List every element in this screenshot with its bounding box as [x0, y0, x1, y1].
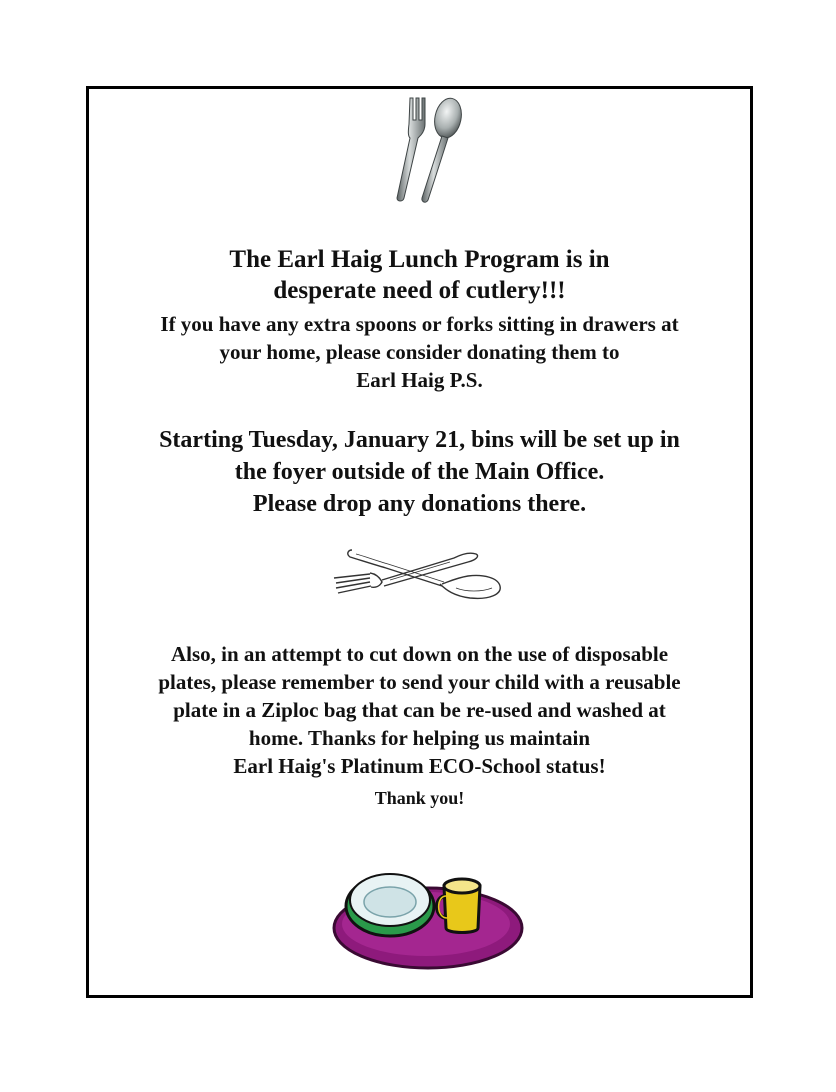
- plates-line-4: home. Thanks for helping us maintain: [248, 726, 591, 750]
- plate: [346, 874, 434, 936]
- thank-you: [86, 786, 753, 810]
- closing-text: Thank you!: [374, 788, 465, 808]
- donation-request: [86, 310, 753, 394]
- plates-reminder: [86, 640, 753, 780]
- plates-line-1: Also, in an attempt to cut down on the use of disposable: [170, 642, 669, 666]
- dropoff-line-1: Starting Tuesday, January 21, bins will be set up in: [159, 427, 680, 453]
- crossed-fork-spoon-icon: [330, 544, 510, 610]
- dropoff-info: [86, 424, 753, 520]
- request-line-3: Earl Haig P.S.: [356, 368, 483, 392]
- dropoff-line-3: Please drop any donations there.: [252, 491, 587, 517]
- request-line-2: your home, please consider donating them to: [219, 340, 620, 364]
- fork-spoon-icon: [364, 94, 476, 206]
- request-line-1: If you have any extra spoons or forks sitting in drawers at: [160, 312, 679, 336]
- headline: [86, 244, 753, 306]
- headline-line-2: desperate need of cutlery!!!: [273, 277, 566, 304]
- dropoff-line-2: the foyer outside of the Main Office.: [234, 459, 605, 485]
- fork-shape: [397, 98, 425, 201]
- spoon-shape: [422, 96, 465, 202]
- headline-line-1: The Earl Haig Lunch Program is in: [229, 246, 610, 273]
- plates-line-5: Earl Haig's Platinum ECO-School status!: [233, 754, 606, 778]
- plate-and-cup-icon: [330, 862, 526, 972]
- plates-line-3: plate in a Ziploc bag that can be re-used and washed at: [173, 698, 666, 722]
- plates-line-2: plates, please remember to send your child with a reusable: [158, 670, 681, 694]
